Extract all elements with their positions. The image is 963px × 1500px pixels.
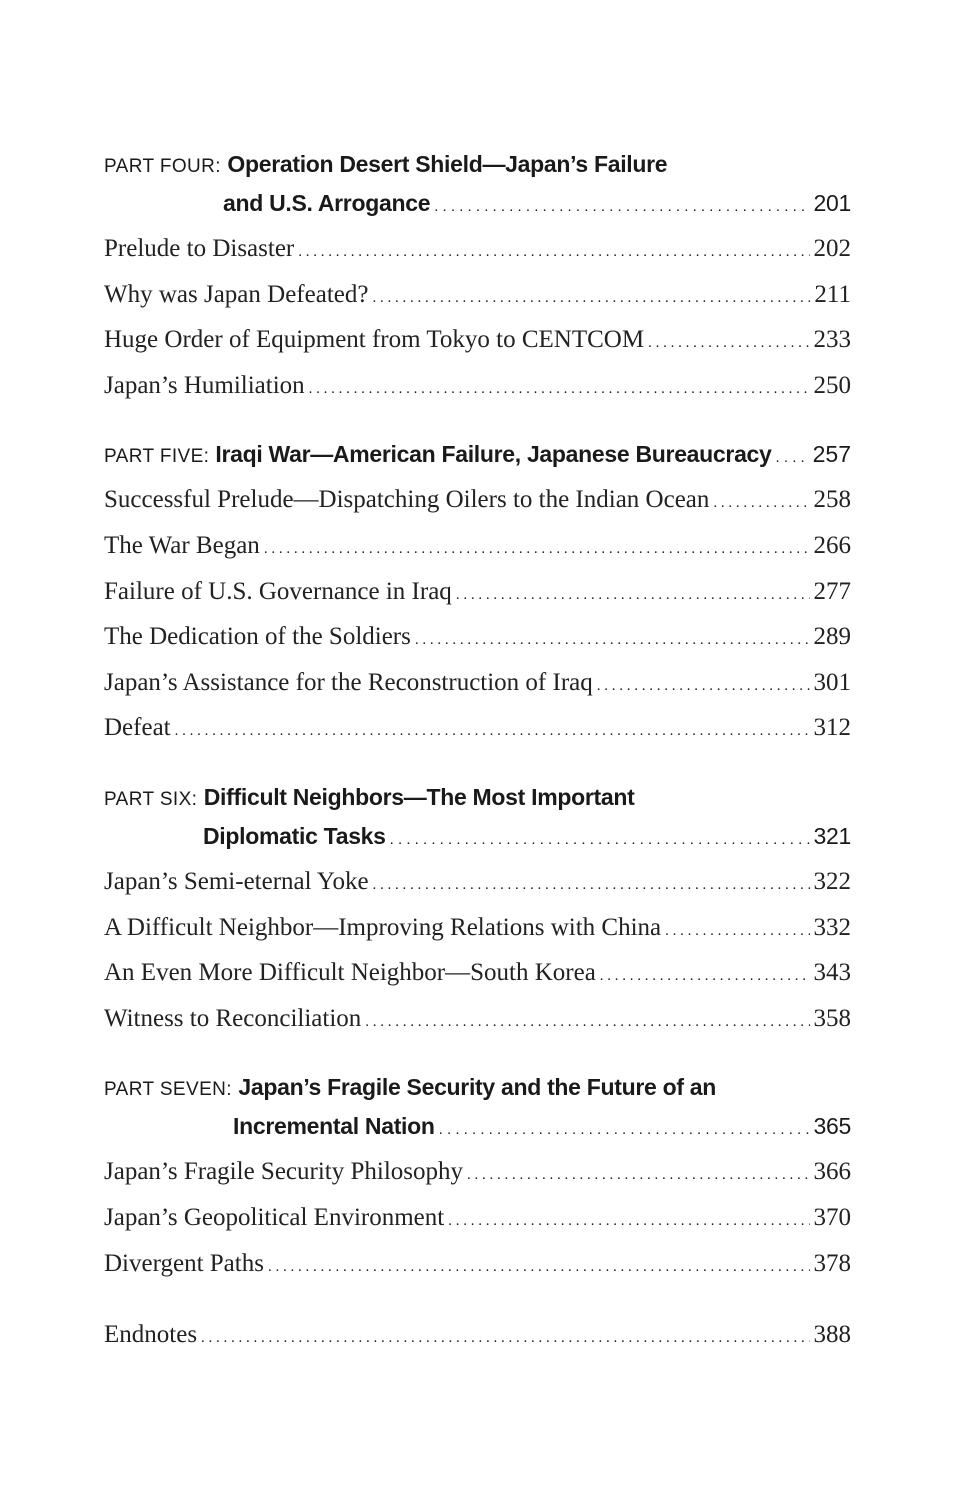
page-number: 266 — [813, 531, 851, 559]
toc-entry[interactable] — [104, 525, 851, 571]
toc-entry[interactable] — [104, 1197, 851, 1243]
part-heading-line2 — [104, 185, 851, 225]
page-number: 250 — [813, 371, 851, 399]
leader-dots — [467, 1151, 810, 1197]
page-number: 301 — [813, 668, 851, 696]
entry-title: Huge Order of Equipment from Tokyo to CENTCOM — [104, 326, 645, 354]
leader-dots — [264, 525, 810, 571]
part-title: Operation Desert Shield—Japan’s Failure — [227, 151, 668, 177]
page-number: 366 — [813, 1158, 851, 1186]
toc-entry[interactable] — [104, 1151, 851, 1197]
leader-dots — [600, 952, 810, 998]
entry-list — [104, 1151, 851, 1288]
toc-entry[interactable] — [104, 952, 851, 998]
part-label: PART SEVEN: — [104, 1079, 232, 1101]
toc-entry[interactable] — [104, 707, 851, 753]
part-heading-line1 — [104, 1069, 851, 1108]
leader-dots — [373, 861, 810, 907]
toc-entry[interactable] — [104, 274, 851, 320]
part-heading — [104, 1069, 851, 1148]
entry-title: Japan’s Assistance for the Reconstruction of Iraq — [104, 668, 593, 696]
page-number: 257 — [812, 441, 851, 468]
leader-dots — [439, 1108, 810, 1148]
part-label: PART FOUR: — [104, 156, 221, 177]
entry-title: Japan’s Humiliation — [104, 371, 305, 399]
entry-title: Japan’s Geopolitical Environment — [104, 1203, 445, 1231]
toc-entry[interactable] — [104, 319, 851, 365]
page-number: 322 — [813, 867, 851, 895]
part-seven-section — [104, 1069, 851, 1288]
leader-dots — [648, 319, 809, 365]
part-label: PART SIX: — [104, 788, 198, 810]
entry-title: Japan’s Semi-eternal Yoke — [104, 867, 369, 895]
page-number: 370 — [813, 1203, 851, 1231]
toc-entry[interactable] — [104, 861, 851, 907]
part-title: Japan’s Fragile Security and the Future of an — [238, 1074, 717, 1101]
leader-dots — [665, 907, 809, 953]
leader-dots — [713, 479, 809, 525]
page-number: 365 — [813, 1113, 851, 1140]
part-four-section — [104, 146, 851, 410]
toc-entry[interactable] — [104, 907, 851, 953]
part-five-section — [104, 436, 851, 753]
page-number: 289 — [813, 623, 851, 651]
entry-title: Prelude to Disaster — [104, 235, 295, 262]
toc-entry[interactable] — [104, 571, 851, 617]
entry-title: The War Began — [104, 531, 260, 559]
part-label: PART FIVE: — [104, 446, 210, 468]
page-number: 358 — [813, 1004, 851, 1032]
part-heading-line1 — [104, 146, 851, 185]
page-number: 332 — [813, 913, 851, 941]
entry-title: A Difficult Neighbor—Improving Relations with China — [104, 913, 662, 941]
toc-entry[interactable] — [104, 1243, 851, 1289]
entry-title: Witness to Reconciliation — [104, 1004, 362, 1032]
leader-dots — [268, 1243, 810, 1289]
entry-title: Divergent Paths — [104, 1249, 264, 1277]
leader-dots — [309, 365, 810, 411]
page-number: 321 — [813, 822, 851, 849]
leader-dots — [390, 818, 810, 858]
leader-dots — [597, 662, 810, 708]
part-heading-line2 — [104, 818, 851, 858]
page-number: 201 — [813, 190, 851, 216]
page-number: 277 — [813, 577, 851, 605]
entry-title: Japan’s Fragile Security Philosophy — [104, 1158, 463, 1186]
leader-dots — [175, 707, 810, 753]
part-heading-line1 — [104, 436, 851, 476]
toc-entry[interactable] — [104, 662, 851, 708]
leader-dots — [298, 228, 809, 274]
entry-title: An Even More Difficult Neighbor—South Korea — [104, 959, 596, 987]
entry-list — [104, 228, 851, 410]
part-six-section — [104, 779, 851, 1043]
part-heading — [104, 779, 851, 858]
table-of-contents — [104, 146, 851, 1360]
entry-list — [104, 861, 851, 1043]
entry-title: Successful Prelude—Dispatching Oilers to the Indian Ocean — [104, 486, 710, 514]
page-number: 388 — [813, 1321, 851, 1349]
toc-entry[interactable] — [104, 998, 851, 1044]
page-number: 343 — [813, 959, 851, 987]
page-number: 211 — [814, 280, 851, 308]
page-number: 258 — [813, 486, 851, 514]
toc-entry[interactable] — [104, 228, 851, 274]
toc-entry[interactable] — [104, 479, 851, 525]
leader-dots — [372, 274, 810, 320]
leader-dots — [456, 571, 810, 617]
page-number: 312 — [813, 714, 851, 742]
part-title-continued: Diplomatic Tasks — [203, 822, 386, 849]
part-heading — [104, 436, 851, 476]
toc-entry-endnotes[interactable] — [104, 1314, 851, 1360]
part-title-continued: Incremental Nation — [233, 1113, 435, 1140]
leader-dots — [448, 1197, 809, 1243]
entry-title: Failure of U.S. Governance in Iraq — [104, 577, 452, 605]
part-title: Iraqi War—American Failure, Japanese Bureaucracy — [215, 441, 772, 468]
entry-list — [104, 479, 851, 753]
part-heading — [104, 146, 851, 225]
part-heading-line1 — [104, 779, 851, 818]
entry-title: Why was Japan Defeated? — [104, 280, 369, 308]
toc-entry[interactable] — [104, 616, 851, 662]
page-number: 202 — [813, 235, 851, 262]
page-number: 378 — [813, 1249, 851, 1277]
leader-dots — [776, 436, 809, 476]
part-title: Difficult Neighbors—The Most Important — [203, 783, 635, 810]
entry-title: Endnotes — [104, 1321, 198, 1349]
page-number: 233 — [813, 326, 851, 354]
leader-dots — [201, 1314, 809, 1360]
entry-title: Defeat — [104, 714, 171, 742]
part-heading-line2 — [104, 1108, 851, 1148]
toc-entry[interactable] — [104, 365, 851, 411]
leader-dots — [415, 616, 810, 662]
entry-title: The Dedication of the Soldiers — [104, 623, 411, 651]
leader-dots — [434, 185, 809, 225]
leader-dots — [365, 998, 809, 1044]
part-title-continued: and U.S. Arrogance — [223, 190, 431, 216]
